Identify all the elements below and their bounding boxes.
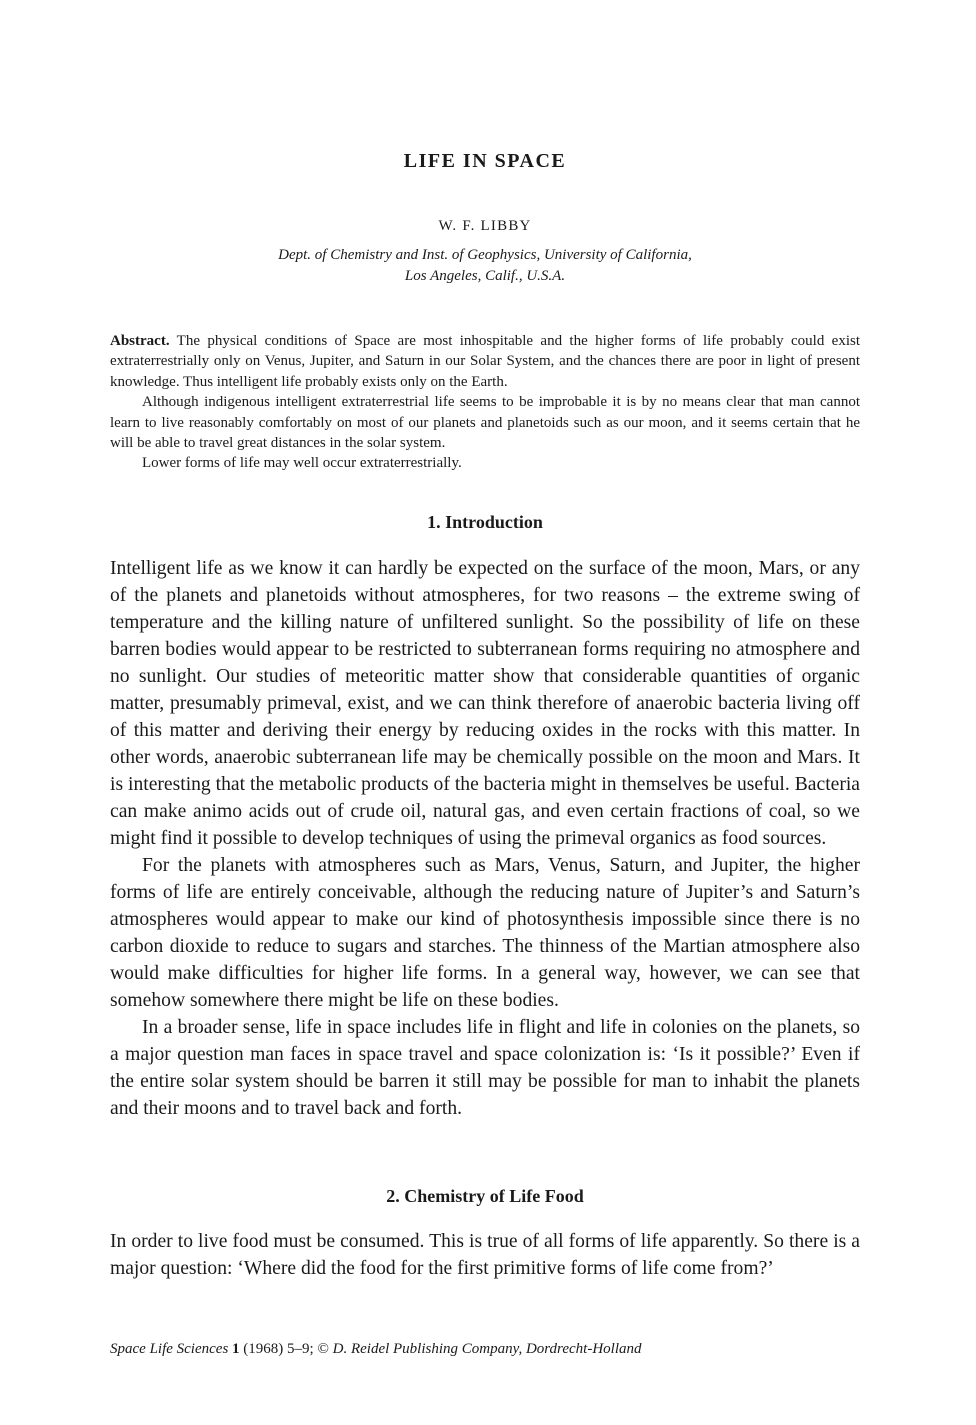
abstract-paragraph (110, 331, 860, 392)
journal-volume: 1 (232, 1341, 240, 1357)
body-paragraph: In order to live food must be consumed. This is true of all forms of life apparently. So there is a major question: ‘Where did the food for the first primitive forms of life come from?’ (110, 1231, 860, 1279)
body-paragraph: In a broader sense, life in space includes life in flight and life in colonies on the planets, so a major question man faces in space travel and space colonization is: ‘Is it possible?’ Even if the entire solar system should be barren it still may be possible for man to inhabit the planets and their moons and to travel back and forth. (110, 1017, 860, 1119)
journal-details: (1968) 5–9; (243, 1341, 314, 1357)
body-paragraph: For the planets with atmospheres such as Mars, Venus, Saturn, and Jupiter, the higher forms of life are entirely conceivable, although the reducing nature of Jupiter’s and Saturn’s atmospheres would appear to make our kind of photosynthesis impossible since there is no carbon dioxide to reduce to sugars and starches. The thinness of the Martian atmosphere also would make difficulties for higher life forms. In a general way, however, we can see that somehow somewhere there might be life on these bodies. (110, 855, 860, 1011)
abstract-text: The physical conditions of Space are most inhospitable and the higher forms of life probably could exist extraterrestrially only on Venus, Jupiter, and Saturn in our Solar System, and the chances there are poor in light of present knowledge. Thus intelligent life probably exists only on the Earth. (110, 333, 860, 390)
affiliation (110, 245, 860, 287)
copyright-symbol: © (317, 1341, 329, 1357)
abstract-paragraph: Lower forms of life may well occur extraterrestrially. (142, 455, 462, 472)
abstract-label: Abstract. (110, 333, 170, 349)
citation-footer (110, 1341, 860, 1358)
publisher-name: D. Reidel Publishing Company, Dordrecht-Holland (332, 1341, 642, 1357)
section-body-chemistry (110, 1228, 860, 1282)
abstract (110, 331, 860, 474)
paper-page (110, 0, 860, 1425)
journal-name: Space Life Sciences (110, 1341, 229, 1357)
affiliation-line: Dept. of Chemistry and Inst. of Geophysics, University of California, (278, 247, 692, 263)
body-paragraph: Intelligent life as we know it can hardly be expected on the surface of the moon, Mars, or any of the planets and planetoids without atmospheres, for two reasons – the extreme swing of temperature and the killing nature of unfiltered sunlight. So the possibility of life on these barren bodies would appear to be restricted to subterranean forms requiring no atmosphere and no sunlight. Our studies of meteoritic matter show that considerable quantities of organic matter, presumably primeval, exist, and we can think therefore of anaerobic bacteria living off of this matter and deriving their energy by reducing oxides in the rocks with this matter. In other words, anaerobic subterranean life may be chemically possible on the moon and Mars. It is interesting that the metabolic products of the bacteria might in themselves be useful. Bacteria can make animo acids out of crude oil, natural gas, and even certain fractions of coal, so we might find it possible to develop techniques of using the primeval organics as food sources. (110, 558, 860, 849)
section-heading-chemistry: 2. Chemistry of Life Food (386, 1186, 584, 1206)
section-heading-introduction: 1. Introduction (427, 512, 543, 532)
paper-title: LIFE IN SPACE (403, 150, 567, 172)
abstract-paragraph: Although indigenous intelligent extraterrestrial life seems to be improbable it is by no means clear that man cannot learn to live reasonably comfortably on most of our planets and planetoids such as our moon, and it seems certain that he will be able to travel great distances in the solar system. (110, 394, 860, 452)
author-name: W. F. LIBBY (438, 218, 532, 234)
section-body-introduction (110, 555, 860, 1122)
affiliation-line: Los Angeles, Calif., U.S.A. (404, 268, 566, 284)
